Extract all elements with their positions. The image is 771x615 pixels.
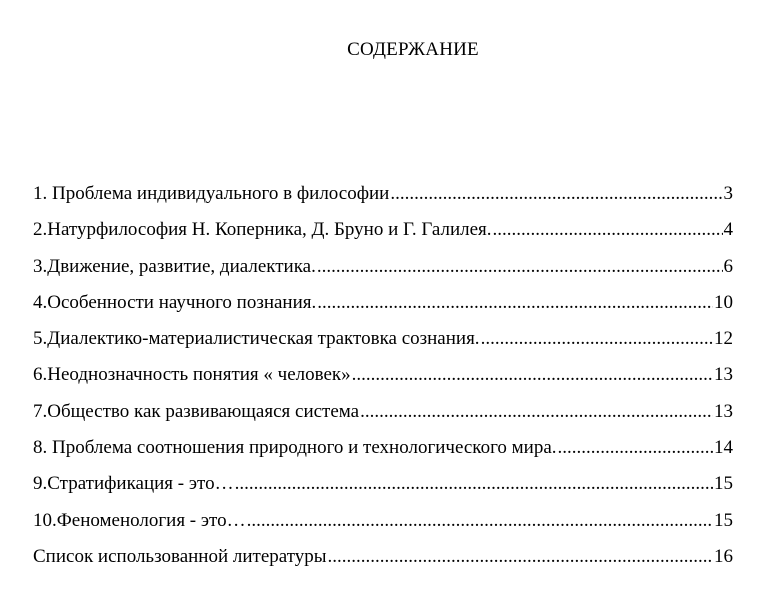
toc-entry (33, 472, 733, 508)
toc-entry (33, 327, 733, 363)
toc-entry-title: 6.Неоднозначность понятия « человек» (33, 364, 351, 386)
toc-entry-title: 5.Диалектико-материалистическая трактовка сознания. (33, 328, 480, 350)
toc-entry-title: Список использованной литературы (33, 545, 327, 567)
toc-entry (33, 545, 733, 581)
toc-entry-page: 14 (714, 437, 733, 459)
toc-dot-leader (235, 472, 713, 496)
toc-dot-leader (360, 400, 713, 424)
toc-entry (33, 400, 733, 436)
page-title: СОДЕРЖАНИЕ (347, 39, 479, 60)
table-of-contents (33, 182, 733, 581)
toc-entry (33, 291, 733, 327)
toc-dot-leader (481, 327, 713, 351)
toc-dot-leader (328, 545, 713, 569)
toc-dot-leader (493, 218, 723, 242)
toc-entry-title: 1. Проблема индивидуального в философии (33, 183, 390, 204)
toc-dot-leader (247, 509, 713, 533)
toc-entry-page: 16 (714, 545, 733, 567)
toc-dot-leader (317, 291, 713, 315)
toc-entry-page: 12 (714, 328, 733, 350)
toc-entry (33, 363, 733, 399)
toc-entry-title: 4.Особенности научного познания. (33, 291, 317, 313)
toc-dot-leader (390, 182, 722, 206)
toc-entry (33, 182, 733, 218)
toc-entry (33, 509, 733, 545)
toc-entry-title: 2.Натурфилософия Н. Коперника, Д. Бруно и Г. Галилея. (33, 219, 492, 241)
toc-entry-page: 15 (714, 473, 733, 495)
toc-dot-leader (352, 363, 713, 387)
toc-entry-title: 8. Проблема соотношения природного и технологического мира. (33, 437, 557, 459)
toc-entry-page: 10 (714, 291, 733, 313)
toc-entry-page: 6 (723, 255, 733, 277)
toc-dot-leader (558, 436, 713, 460)
toc-entry-title: 7.Общество как развивающаяся система (33, 400, 360, 422)
toc-entry-title: 10.Феноменология - это… (33, 509, 246, 531)
toc-entry-title: 9.Стратификация - это… (33, 473, 234, 495)
toc-entry-page: 3 (723, 183, 733, 204)
toc-entry (33, 255, 733, 291)
toc-entry-page: 4 (723, 219, 733, 241)
toc-entry-page: 13 (714, 400, 733, 422)
toc-entry-title: 3.Движение, развитие, диалектика. (33, 255, 316, 277)
toc-entry (33, 436, 733, 472)
toc-entry-page: 15 (714, 509, 733, 531)
toc-dot-leader (317, 255, 723, 279)
toc-entry (33, 218, 733, 254)
toc-entry-page: 13 (714, 364, 733, 386)
